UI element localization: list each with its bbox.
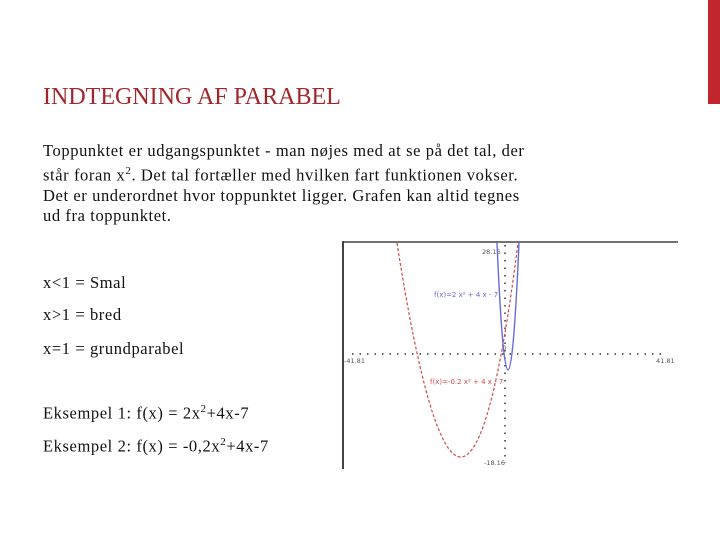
intro-paragraph — [43, 141, 643, 226]
example-1: Eksempel 1: $f(x) = 2x^2+4x-7$ — [43, 403, 250, 423]
x-origin-label: 0 — [502, 344, 507, 352]
example-2: Eksempel 2: $f(x) = -0,2x^2+4x-7$ — [43, 436, 269, 456]
y-min-label: -18.16 — [484, 459, 505, 467]
red-parabola — [397, 243, 518, 457]
graph-canvas — [342, 241, 678, 469]
blue-curve-label: f(x)=2 x² + 4 x - 7 — [434, 291, 499, 299]
intro-line-2: står foran $x^2$. Det tal fortæller med hvilken fart funktionen vokser. — [43, 165, 519, 185]
red-curve-label: f(x)=-0.2 x² + 4 x - 7 — [430, 378, 504, 386]
intro-line-1: Toppunktet er udgangspunktet - man nøjes med at se på det tal, der — [43, 141, 525, 160]
intro-line-3: Det er underordnet hvor toppunktet ligger. Grafen kan altid tegnes — [43, 185, 520, 205]
x-max-label: 41.81 — [656, 357, 675, 365]
rule-bred: x>1 = bred — [43, 305, 122, 324]
x-min-label: -41.81 — [344, 357, 365, 365]
parabola-graph — [342, 241, 678, 469]
accent-bar — [708, 0, 720, 104]
y-max-label: 28.16 — [482, 248, 501, 256]
slide-title: INDTEGNING AF PARABEL — [43, 84, 341, 110]
rule-grundparabel: x=1 = grundparabel — [43, 339, 185, 358]
intro-line-4: ud fra toppunktet. — [43, 205, 172, 225]
rule-smal: x<1 = Smal — [43, 273, 127, 292]
